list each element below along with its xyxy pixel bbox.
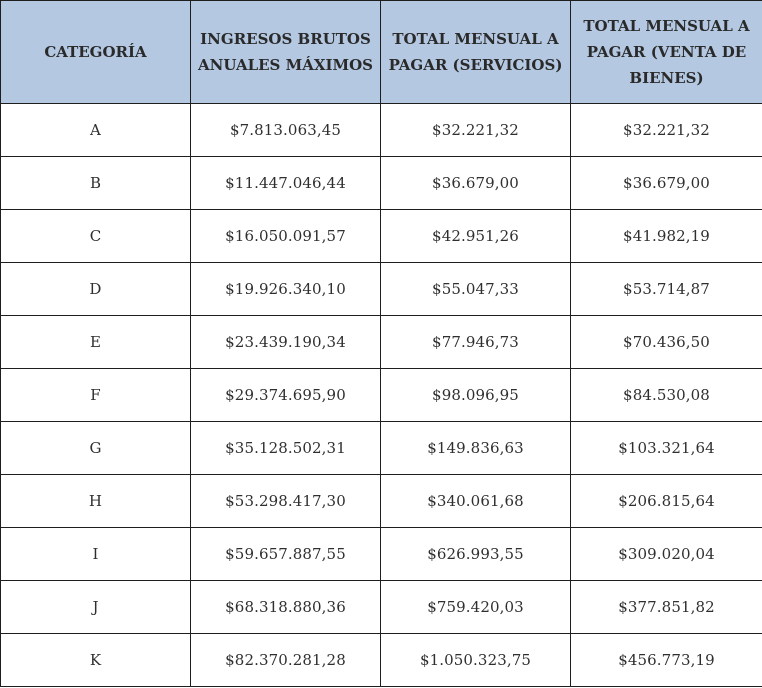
table-header [1, 1, 762, 104]
table-row [1, 316, 762, 369]
cell-max-income: $16.050.091,57 [191, 210, 381, 263]
cell-category: D [1, 263, 191, 316]
table-row [1, 210, 762, 263]
table-row [1, 369, 762, 422]
cell-max-income: $29.374.695,90 [191, 369, 381, 422]
cell-monthly-services: $1.050.323,75 [381, 634, 571, 687]
cell-category: E [1, 316, 191, 369]
cell-max-income: $68.318.880,36 [191, 581, 381, 634]
header-monthly-total-goods: TOTAL MENSUAL A PAGAR (VENTA DE BIENES) [571, 1, 762, 104]
cell-category: F [1, 369, 191, 422]
cell-monthly-services: $149.836,63 [381, 422, 571, 475]
table-row [1, 634, 762, 687]
table-row [1, 157, 762, 210]
cell-category: B [1, 157, 191, 210]
table-row [1, 263, 762, 316]
cell-max-income: $82.370.281,28 [191, 634, 381, 687]
header-max-annual-gross-income: INGRESOS BRUTOS ANUALES MÁXIMOS [191, 1, 381, 104]
cell-monthly-goods: $309.020,04 [571, 528, 762, 581]
table-row [1, 475, 762, 528]
cell-monthly-services: $32.221,32 [381, 104, 571, 157]
cell-monthly-goods: $70.436,50 [571, 316, 762, 369]
cell-max-income: $53.298.417,30 [191, 475, 381, 528]
cell-monthly-services: $36.679,00 [381, 157, 571, 210]
table-row [1, 422, 762, 475]
cell-monthly-goods: $206.815,64 [571, 475, 762, 528]
cell-monthly-services: $98.096,95 [381, 369, 571, 422]
cell-monthly-services: $626.993,55 [381, 528, 571, 581]
cell-monthly-goods: $53.714,87 [571, 263, 762, 316]
table-body [1, 104, 762, 687]
cell-category: H [1, 475, 191, 528]
cell-monthly-services: $42.951,26 [381, 210, 571, 263]
header-monthly-total-services: TOTAL MENSUAL A PAGAR (SERVICIOS) [381, 1, 571, 104]
header-row [1, 1, 762, 104]
cell-max-income: $11.447.046,44 [191, 157, 381, 210]
cell-category: C [1, 210, 191, 263]
cell-monthly-goods: $84.530,08 [571, 369, 762, 422]
cell-max-income: $7.813.063,45 [191, 104, 381, 157]
cell-max-income: $23.439.190,34 [191, 316, 381, 369]
table-row [1, 104, 762, 157]
cell-monthly-goods: $41.982,19 [571, 210, 762, 263]
cell-monthly-services: $77.946,73 [381, 316, 571, 369]
cell-category: A [1, 104, 191, 157]
cell-monthly-goods: $36.679,00 [571, 157, 762, 210]
table-row [1, 581, 762, 634]
header-category: CATEGORÍA [1, 1, 191, 104]
cell-monthly-goods: $32.221,32 [571, 104, 762, 157]
cell-monthly-goods: $377.851,82 [571, 581, 762, 634]
cell-monthly-services: $55.047,33 [381, 263, 571, 316]
cell-category: G [1, 422, 191, 475]
cell-category: J [1, 581, 191, 634]
cell-category: K [1, 634, 191, 687]
cell-monthly-goods: $456.773,19 [571, 634, 762, 687]
cell-monthly-services: $759.420,03 [381, 581, 571, 634]
cell-max-income: $19.926.340,10 [191, 263, 381, 316]
cell-monthly-services: $340.061,68 [381, 475, 571, 528]
cell-max-income: $35.128.502,31 [191, 422, 381, 475]
cell-max-income: $59.657.887,55 [191, 528, 381, 581]
cell-monthly-goods: $103.321,64 [571, 422, 762, 475]
table-row [1, 528, 762, 581]
cell-category: I [1, 528, 191, 581]
